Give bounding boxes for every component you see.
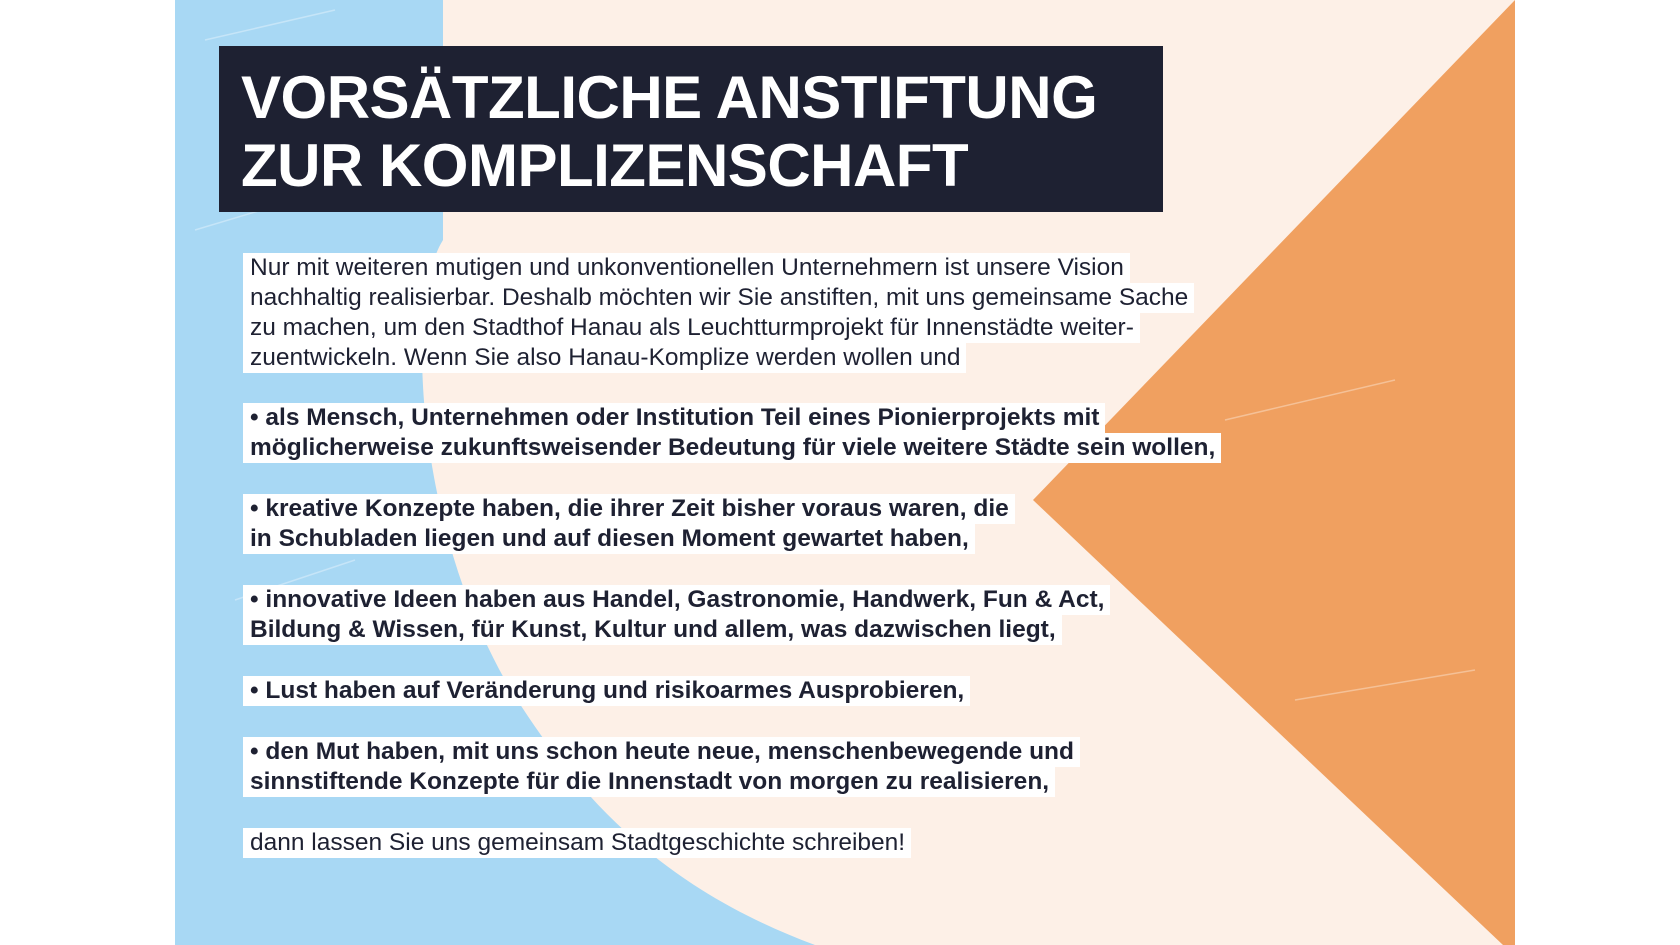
title-line-1: VORSÄTZLICHE ANSTIFTUNG — [241, 64, 1098, 131]
bullet-line: in Schubladen liegen und auf diesen Moment gewartet haben, — [243, 524, 975, 554]
poster — [175, 0, 1515, 945]
bullet-line: • den Mut haben, mit uns schon heute neue, menschenbewegende und — [243, 737, 1080, 767]
title-line-2: ZUR KOMPLIZENSCHAFT — [241, 132, 969, 199]
bullet-line: • kreative Konzepte haben, die ihrer Zeit bisher voraus waren, die — [243, 494, 1015, 524]
closing-line: dann lassen Sie uns gemeinsam Stadtgeschichte schreiben! — [243, 828, 911, 858]
intro-line: nachhaltig realisierbar. Deshalb möchten wir Sie anstiften, mit uns gemeinsame Sache — [243, 283, 1194, 313]
bullet-item-4 — [243, 676, 970, 706]
bullet-line: • Lust haben auf Veränderung und risikoarmes Ausprobieren, — [243, 676, 970, 706]
closing-paragraph — [243, 828, 911, 858]
intro-line: zuentwickeln. Wenn Sie also Hanau-Komplize werden wollen und — [243, 343, 966, 373]
title-box — [219, 46, 1163, 212]
intro-paragraph — [243, 253, 1194, 373]
bullet-item-3 — [243, 585, 1110, 645]
bullet-line: sinnstiftende Konzepte für die Innenstadt von morgen zu realisieren, — [243, 767, 1055, 797]
bullet-line: • als Mensch, Unternehmen oder Institution Teil eines Pionierprojekts mit — [243, 403, 1105, 433]
bullet-item-2 — [243, 494, 1015, 554]
bullet-item-5 — [243, 737, 1080, 797]
bullet-line: möglicherweise zukunftsweisender Bedeutung für viele weitere Städte sein wollen, — [243, 433, 1221, 463]
bullet-line: • innovative Ideen haben aus Handel, Gastronomie, Handwerk, Fun & Act, — [243, 585, 1110, 615]
bullet-line: Bildung & Wissen, für Kunst, Kultur und allem, was dazwischen liegt, — [243, 615, 1062, 645]
intro-line: zu machen, um den Stadthof Hanau als Leuchtturmprojekt für Innenstädte weiter- — [243, 313, 1140, 343]
intro-line: Nur mit weiteren mutigen und unkonventionellen Unternehmern ist unsere Vision — [243, 253, 1130, 283]
bullet-item-1 — [243, 403, 1221, 463]
